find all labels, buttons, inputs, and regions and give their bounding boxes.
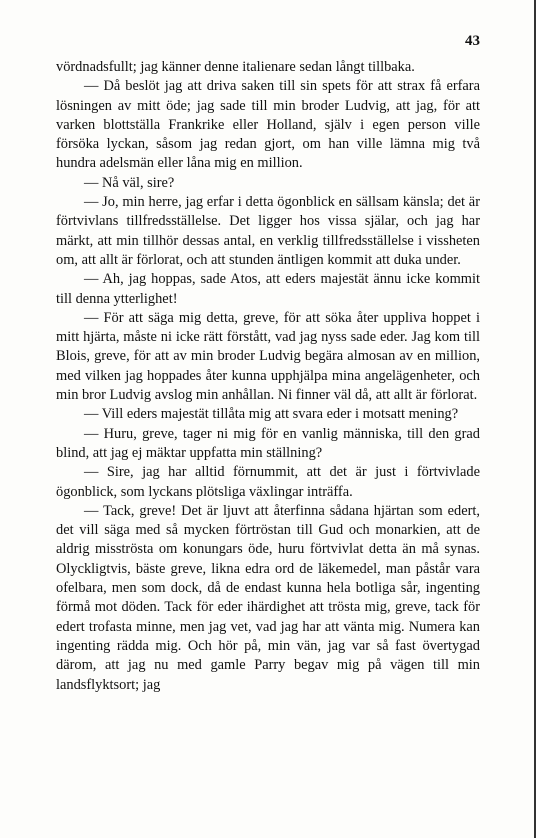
paragraph: — Sire, jag har alltid förnummit, att det är just i förtvivlade ögonblick, som lyckans plötsliga växlingar inträffa.: [56, 464, 480, 500]
paragraph: — Vill eders majestät tillåta mig att svara eder i motsatt mening?: [84, 406, 459, 423]
page-number: 43: [465, 33, 480, 49]
paragraph: — Jo, min herre, jag erfar i detta ögonblick en sällsam känsla; det är förtvivlans tillfredsställelse. Det ligger hos vissa själar, och jag har märkt, att min tillhör dessas antal, en verklig tillfredsställelse i vissheten om, att allt är förlorat, och att stunden äntligen kommit att duka under.: [56, 194, 480, 268]
body-text: [56, 58, 480, 695]
paragraph: — Huru, greve, tager ni mig för en vanlig människa, till den grad blind, att jag ej mäktar uppfatta min ställning?: [56, 425, 480, 461]
paragraph: vördnadsfullt; jag känner denne italienare sedan långt tillbaka.: [56, 59, 415, 75]
paragraph: — Ah, jag hoppas, sade Atos, att eders majestät ännu icke kommit till denna ytterlighet!: [56, 271, 480, 307]
paragraph: — För att säga mig detta, greve, för att söka åter uppliva hoppet i mitt hjärta, måste ni icke rätt förstått, vad jag nyss sade eder. Jag kom till Blois, greve, för att av min broder Ludvig begära almosan av en million, med vilken jag hoppades åter kunna upphjälpa mina angelägenheter, och min bror Ludvig avslog min anhållan. Ni finner väl då, att allt är förlorat.: [56, 309, 480, 404]
paragraph: — Tack, greve! Det är ljuvt att återfinna sådana hjärtan som edert, det vill säga med så mycken förtröstan till Gud och monarkien, att de aldrig misströsta om konungars öde, huru förtvivlat detta än må synas. Olyckligtvis, bäste greve, likna edra ord de läkemedel, man påstår vara ofelbara, men som dock, då de endast kunna hela botliga sår, ingenting förmå mot döden. Tack för eder ihärdighet att trösta mig, greve, tack för edert trofasta minne, men jag vet, vad jag har att vänta mig. Numera kan ingenting rädda mig. Och hör på, min vän, jag var så fast övertygad därom, att jag nu med gamle Parry begav mig på vägen till min landsflyktsort; jag: [56, 502, 480, 693]
paragraph: — Då beslöt jag att driva saken till sin spets för att strax få erfara lösningen av mitt öde; jag sade till min broder Ludvig, att jag, för att varken blottställa Frankrike eller Holland, själv i egen person ville försöka lyckan, såsom jag redan gjort, om han ville lämna mig två hundra adelsmän eller låna mig en million.: [56, 78, 480, 172]
paragraph: — Nå väl, sire?: [84, 174, 175, 191]
